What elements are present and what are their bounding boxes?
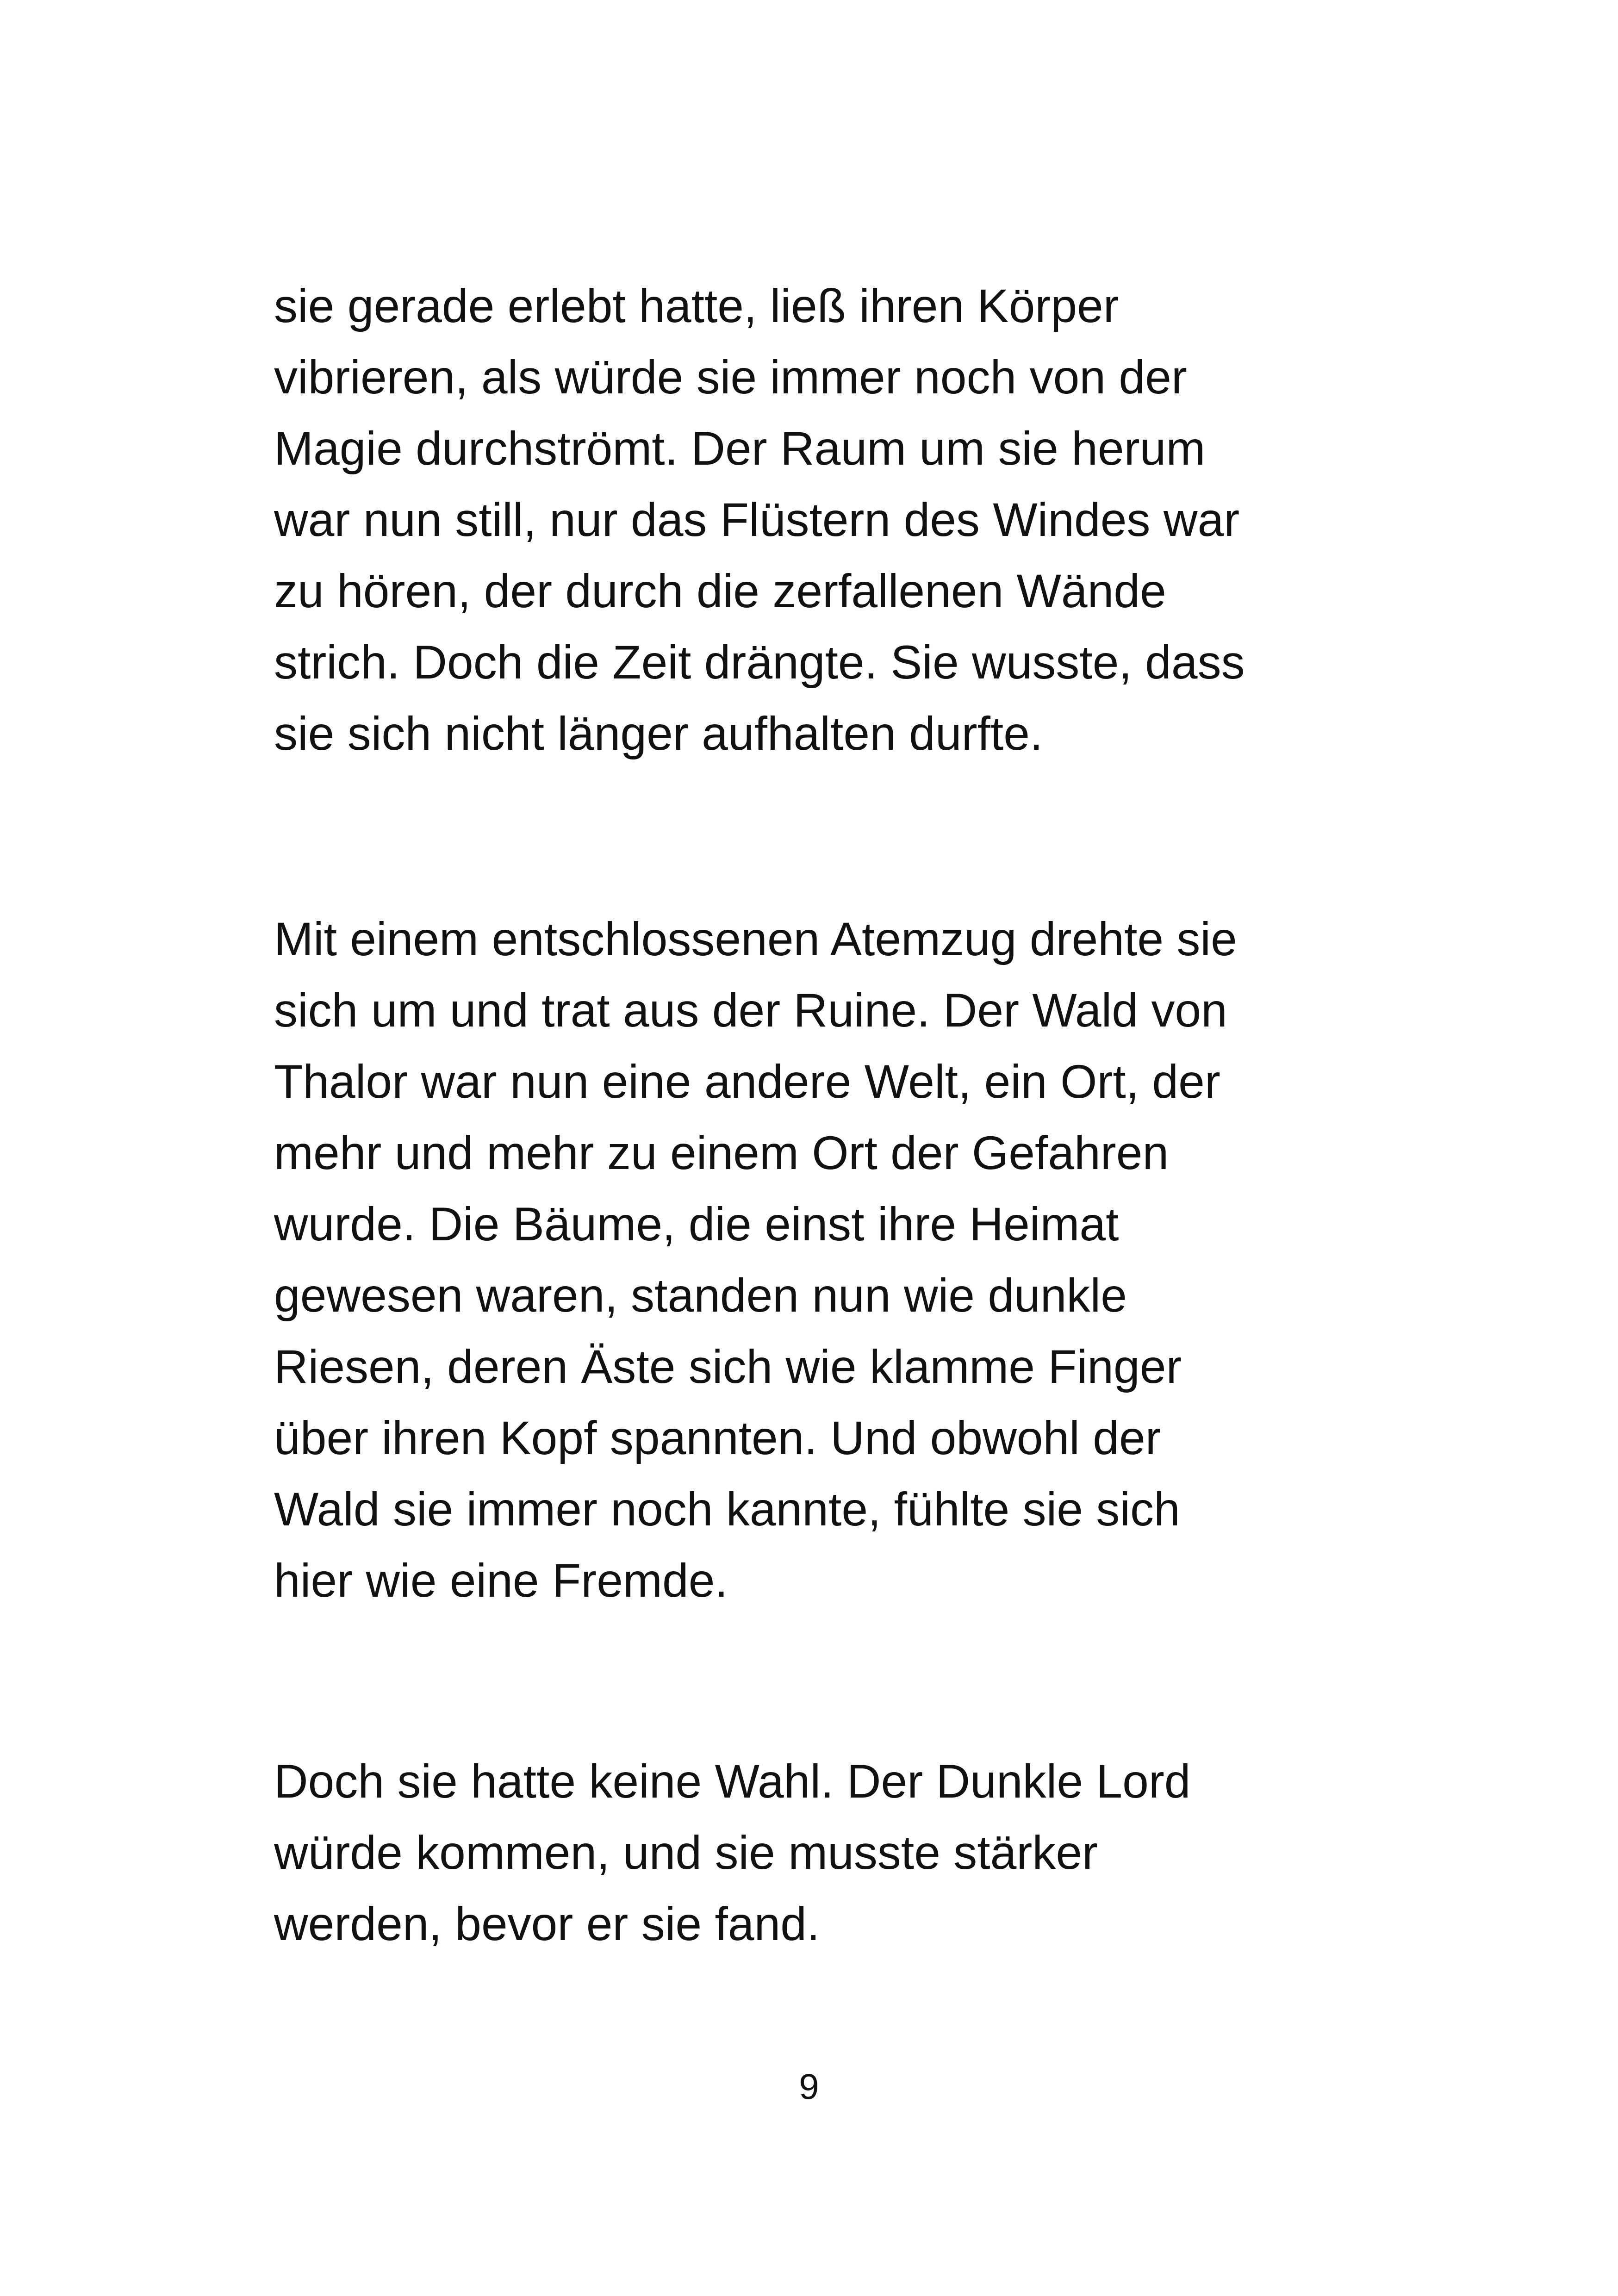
text-line: hier wie eine Fremde. (274, 1554, 728, 1607)
text-line: sie sich nicht länger aufhalten durfte. (274, 707, 1043, 760)
text-line: Doch sie hatte keine Wahl. Der Dunkle Lord (274, 1755, 1191, 1808)
text-line: mehr und mehr zu einem Ort der Gefahren (274, 1126, 1169, 1179)
text-line: Mit einem entschlossenen Atemzug drehte sie (274, 913, 1237, 965)
text-line: würde kommen, und sie musste stärker (274, 1826, 1098, 1879)
text-line: sich um und trat aus der Ruine. Der Wald von (274, 984, 1227, 1037)
paragraph-1 (274, 270, 1366, 769)
text-line: zu hören, der durch die zerfallenen Wände (274, 565, 1166, 617)
paragraph-3 (274, 1746, 1366, 1960)
text-line: gewesen waren, standen nun wie dunkle (274, 1269, 1127, 1322)
text-line: werden, bevor er sie fand. (274, 1898, 820, 1950)
text-line: wurde. Die Bäume, die einst ihre Heimat (274, 1198, 1119, 1251)
text-line: Thalor war nun eine andere Welt, ein Ort, der (274, 1055, 1220, 1108)
text-line: Riesen, deren Äste sich wie klamme Finger (274, 1340, 1182, 1393)
paragraph-2 (274, 903, 1366, 1616)
text-line: vibrieren, als würde sie immer noch von der (274, 351, 1187, 404)
text-line: strich. Doch die Zeit drängte. Sie wusste, dass (274, 636, 1245, 689)
text-line: sie gerade erlebt hatte, ließ ihren Körper (274, 280, 1119, 332)
text-line: Magie durchströmt. Der Raum um sie herum (274, 422, 1206, 475)
text-line: war nun still, nur das Flüstern des Windes war (274, 493, 1240, 546)
text-line: über ihren Kopf spannten. Und obwohl der (274, 1412, 1161, 1464)
page-number: 9 (799, 2066, 819, 2107)
text-line: Wald sie immer noch kannte, fühlte sie sich (274, 1483, 1180, 1536)
